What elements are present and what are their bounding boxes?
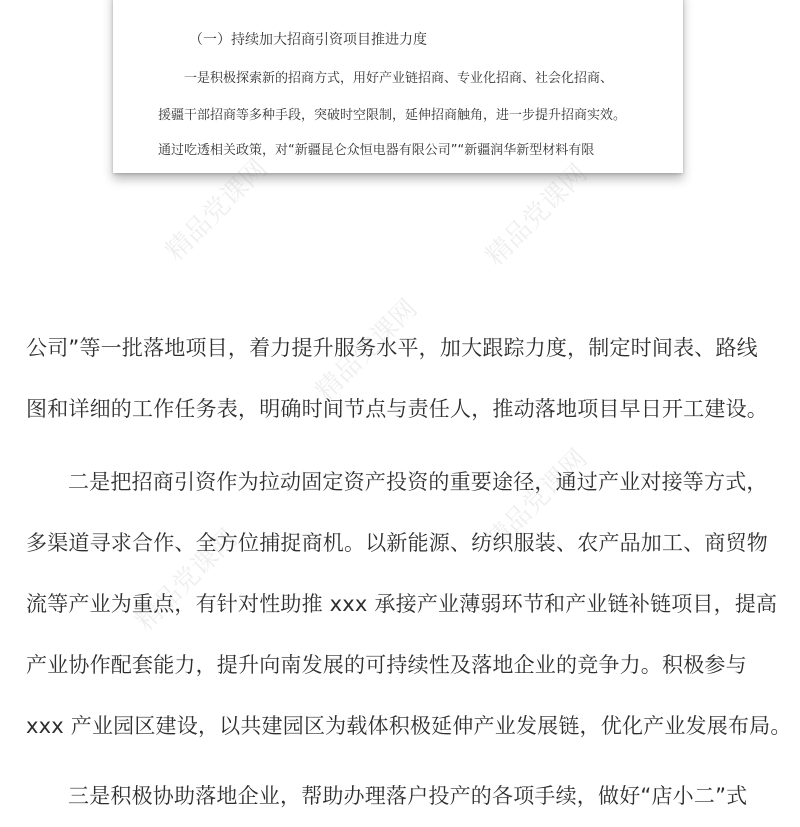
paragraph-second-measure <box>26 452 792 757</box>
text-line: 二是把招商引资作为拉动固定资产投资的重要途径，通过产业对接等方式， <box>68 470 768 494</box>
text-line: 多渠道寻求合作、全方位捕捉商机。以新能源、纺织服装、农产品加工、商贸物 <box>26 531 768 555</box>
watermark: 精品党课网 <box>130 523 244 637</box>
preview-line: 通过吃透相关政策，对“新疆昆仑众恒电器有限公司”“新疆润华新型材料有限 <box>158 143 595 158</box>
watermark: 精品党课网 <box>160 153 274 267</box>
preview-line: 一是积极探索新的招商方式，用好产业链招商、专业化招商、社会化招商、 <box>184 71 614 86</box>
watermark: 精品党课网 <box>480 158 594 272</box>
paragraph-third-measure <box>26 766 778 827</box>
text-line: 流等产业为重点，有针对性助推 xxx 承接产业薄弱环节和产业链补链项目，提高 <box>26 592 778 616</box>
text-line: 图和详细的工作任务表，明确时间节点与责任人，推动落地项目早日开工建设。 <box>26 397 768 421</box>
paragraph-continuation <box>26 318 778 440</box>
text-line: 产业协作配套能力，提升向南发展的可持续性及落地企业的竞争力。积极参与 <box>26 653 747 677</box>
document-preview-card <box>113 0 683 173</box>
watermark: 精品党课网 <box>310 293 424 407</box>
watermark: 精品党课网 <box>480 443 594 557</box>
text-line: 三是积极协助落地企业，帮助办理落户投产的各项手续，做好“店小二”式 <box>68 784 748 808</box>
text-line: 公司”等一批落地项目，着力提升服务水平，加大跟踪力度，制定时间表、路线 <box>26 336 758 360</box>
text-line: xxx 产业园区建设，以共建园区为载体积极延伸产业发展链，优化产业发展布局。 <box>26 714 792 738</box>
section-heading: （一）持续加大招商引资项目推进力度 <box>189 32 427 48</box>
preview-line: 援疆干部招商等多种手段，突破时空限制，延伸招商触角，进一步提升招商实效。 <box>158 108 627 123</box>
